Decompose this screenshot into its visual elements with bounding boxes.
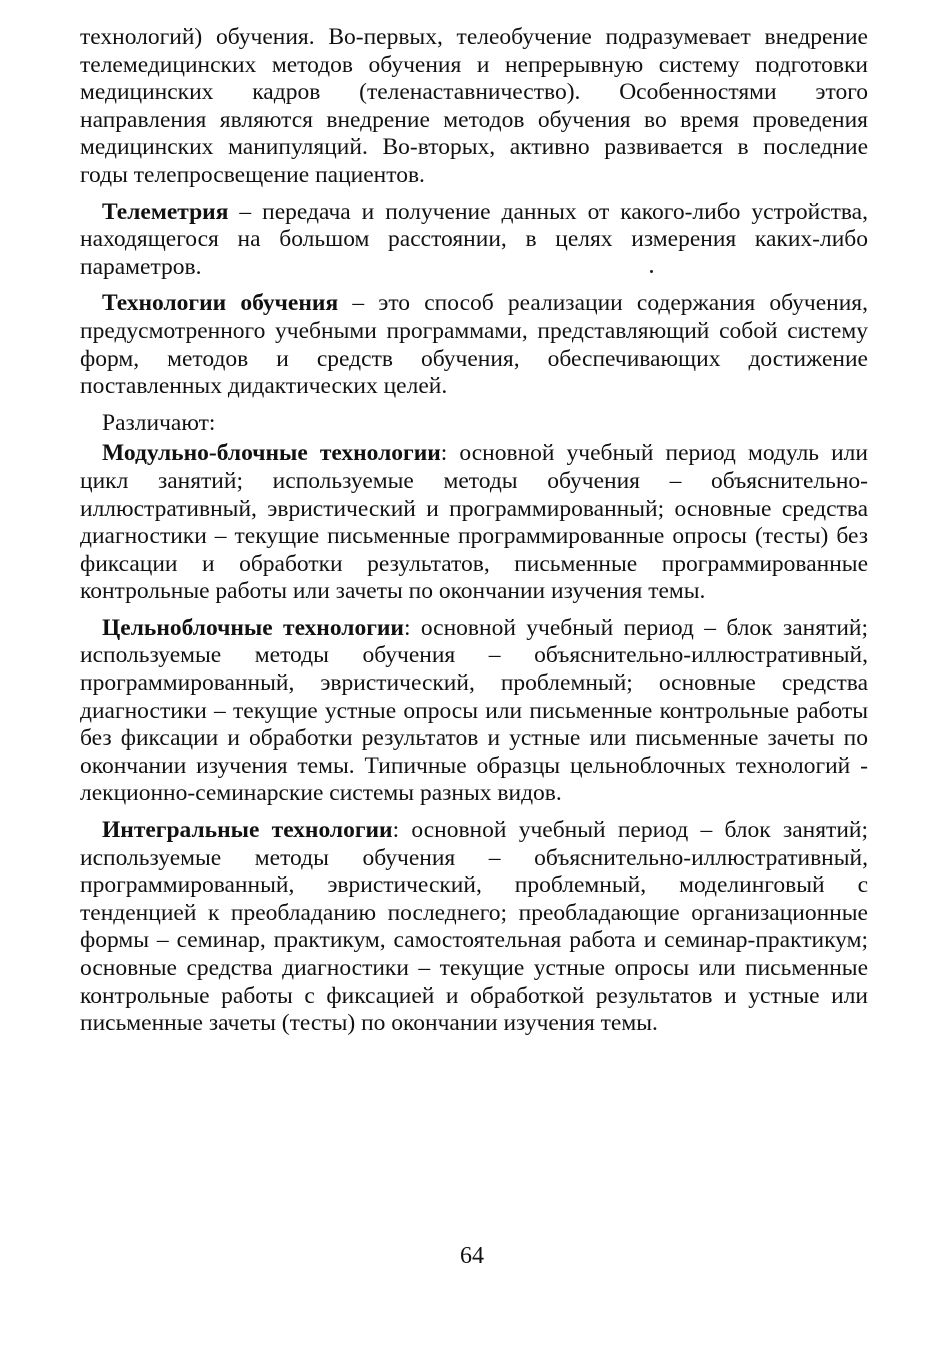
paragraph-text: технологий) обучения. Во-первых, телеобучение подразумевает внедрение телемедицинских методов обучения и непрерывную систему подготовки медицинских кадров (теленаставничество). Особенностями этого направления являются внедрение методов обучения во время проведения медицинских манипуляций. Во-вторых, активно развивается в последние годы телепросвещение пациентов. — [80, 24, 868, 188]
paragraph-telelearning — [80, 24, 868, 190]
paragraph-distinguish — [80, 410, 868, 438]
paragraph-modular-block — [80, 440, 868, 606]
paragraph-text: : основной учебный период – блок занятий; используемые методы обучения – объяснительно-иллюстративный, программированный, эвристический, проблемный; основные средства диагностики – текущие устные опросы или письменные контрольные работы без фиксации и обработки результатов и устные или письменные зачеты по окончании изучения темы. Типичные образцы цельноблочных технологий - лекционно-семинарские системы разных видов. — [80, 614, 868, 807]
scan-speck — [650, 270, 653, 273]
paragraph-text: – это способ реализации содержания обучения, предусмотренного учебными программами, представляющий собой систему форм, методов и средств обучения, обеспечивающих достижение поставленных дидактических целей. — [80, 290, 868, 400]
term-whole-block: Цельноблочные технологии — [102, 614, 404, 641]
paragraph-text: : основной учебный период – блок занятий; используемые методы обучения – объяснительно-иллюстративный, программированный, эвристический, проблемный, моделинговый с тенденцией к преобладанию последнего; преобладающие организационные формы – семинар, практикум, самостоятельная работа и семинар-практикум; основные средства диагностики – текущие устные опросы или письменные контрольные работы с фиксацией и обработкой результатов и устные или письменные зачеты (тесты) по окончании изучения темы. — [80, 817, 868, 1037]
paragraph-text: – передача и получение данных от какого-либо устройства, находящегося на большом расстоянии, в целях измерения каких-либо параметров. — [80, 198, 868, 280]
paragraph-telemetry — [80, 199, 868, 282]
term-modular-block: Модульно-блочные технологии — [102, 440, 441, 467]
term-integral: Интегральные технологии — [102, 817, 393, 844]
page-number: 64 — [460, 1243, 484, 1269]
paragraph-whole-block — [80, 615, 868, 808]
body-text — [80, 24, 868, 1047]
term-learning-technologies: Технологии обучения — [102, 290, 339, 317]
paragraph-text: : основной учебный период модуль или цикл занятий; используемые методы обучения – объяснительно-иллюстративный, эвристический и программированный; основные средства диагностики – текущие письменные программированные опросы (тесты) без фиксации и обработки результатов, письменные программированные контрольные работы или зачеты по окончании изучения темы. — [80, 440, 868, 605]
term-telemetry: Телеметрия — [102, 198, 229, 225]
paragraph-integral — [80, 817, 868, 1038]
paragraph-learning-technologies — [80, 290, 868, 400]
paragraph-text: Различают: — [102, 409, 216, 436]
